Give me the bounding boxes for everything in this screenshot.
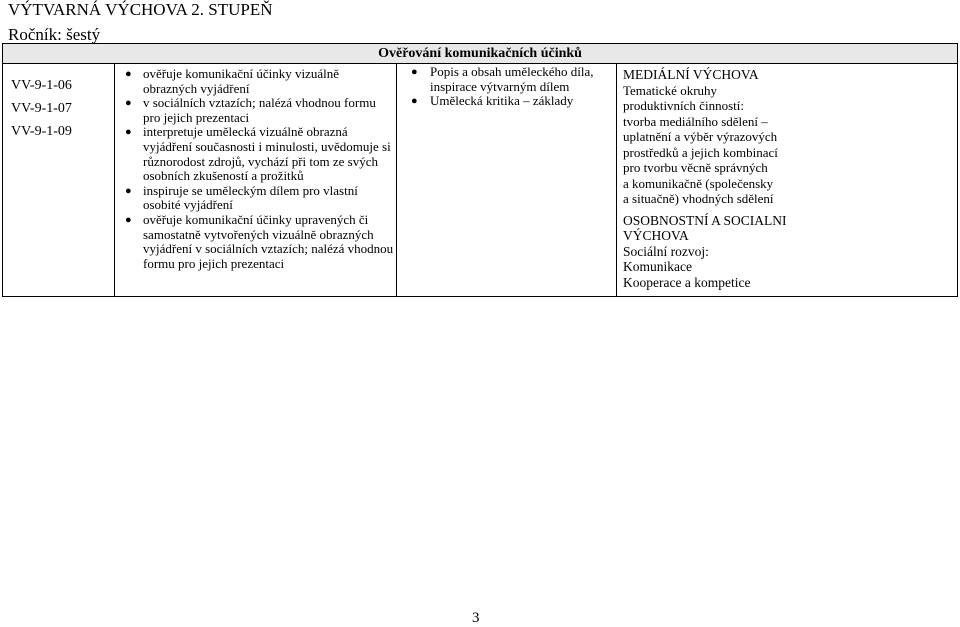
- list-item: [115, 67, 396, 96]
- personal-line: Kooperace a kompetice: [623, 274, 751, 290]
- document-title: VÝTVARNÁ VÝCHOVA 2. STUPEŇ: [8, 0, 273, 19]
- outcome-code: VV-9-1-09: [11, 124, 72, 139]
- media-line: a situačně) vhodných sdělení: [623, 191, 774, 206]
- page-number: 3: [472, 610, 480, 626]
- grade-label: Ročník: šestý: [8, 25, 101, 44]
- curriculum-cell: [397, 64, 617, 297]
- bullet-icon: ●: [125, 184, 132, 197]
- media-line: a komunikačně (společensky: [623, 175, 774, 191]
- outcomes-cell: [115, 64, 397, 297]
- bullet-icon: ●: [125, 213, 132, 226]
- curriculum-list: [397, 64, 616, 109]
- section-header: Ověřování komunikačních účinků: [3, 44, 958, 64]
- list-item: [115, 125, 396, 183]
- outcome-text: interpretuje umělecká vizuálně obrazná vyjádření současnosti i minulosti, uvědomuje si různorodost zdrojů, vychází při tom ze svých osobních zkušeností a prožitků: [143, 124, 391, 184]
- outcome-text: v sociálních vztazích; nalézá vhodnou formu pro jejich prezentaci: [143, 95, 376, 125]
- bullet-icon: ●: [125, 126, 132, 139]
- media-line: tvorba mediálního sdělení –: [623, 113, 768, 129]
- curriculum-table: [2, 43, 957, 290]
- outcomes-table: [2, 43, 958, 297]
- media-line: uplatnění a výběr výrazových: [623, 129, 778, 144]
- bullet-icon: ●: [411, 66, 418, 78]
- cross-curricular-cell: [617, 64, 958, 297]
- list-item: [115, 96, 396, 125]
- outcome-code: VV-9-1-06: [11, 78, 72, 93]
- list-item: [397, 94, 616, 109]
- media-line: prostředků a jejich kombinací: [623, 144, 778, 160]
- personal-education-title: VÝCHOVA: [623, 228, 689, 243]
- list-item: [115, 184, 396, 213]
- personal-education-title: OSOBNOSTNÍ A SOCIALNI: [623, 212, 787, 228]
- list-item: [115, 213, 396, 271]
- outcome-text: inspiruje se uměleckým dílem pro vlastní osobité vyjádření: [143, 182, 358, 213]
- outcome-text: ověřuje komunikační účinky vizuálně obrazných vyjádření: [143, 66, 340, 96]
- media-line: pro tvorbu věcně správných: [623, 160, 768, 175]
- list-item: [397, 65, 616, 94]
- bullet-icon: ●: [125, 68, 132, 80]
- outcome-code: VV-9-1-07: [11, 101, 72, 116]
- media-line: produktivních činností:: [623, 98, 744, 113]
- section-header-row: [3, 44, 958, 64]
- bullet-icon: ●: [125, 97, 132, 110]
- media-education-title: MEDIÁLNÍ VÝCHOVA: [623, 67, 759, 82]
- personal-line: Komunikace: [623, 259, 692, 274]
- bullet-icon: ●: [411, 95, 418, 108]
- content-row: [3, 64, 958, 297]
- curriculum-text: Umělecká kritika – základy: [430, 93, 574, 109]
- curriculum-text: Popis a obsah uměleckého díla, inspirace výtvarným dílem: [430, 64, 594, 94]
- outcome-text: ověřuje komunikační účinky upravených či samostatně vytvořených vizuálně obrazných vyjádření v sociálních vztazích; nalézá vhodnou formu pro jejich prezentaci: [143, 211, 394, 271]
- personal-line: Sociální rozvoj:: [623, 243, 709, 259]
- codes-cell: [3, 64, 115, 297]
- media-line: Tematické okruhy: [623, 82, 718, 98]
- outcomes-list: [115, 64, 396, 271]
